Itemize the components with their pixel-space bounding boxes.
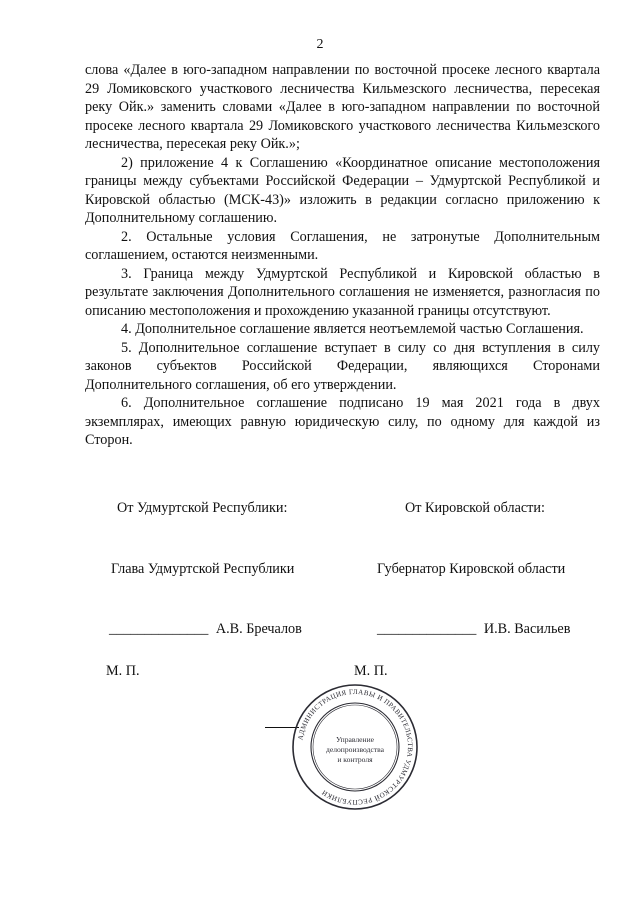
right-stamp-place: М. П. <box>354 663 388 679</box>
paragraph-4: 4. Дополнительное соглашение является неотъемлемой частью Соглашения. <box>121 321 584 337</box>
right-signature-line <box>377 620 570 639</box>
paragraph-2: 2. Остальные условия Соглашения, не затронутые Дополнительным соглашением, остаются неизменными. <box>85 228 600 263</box>
right-position: Губернатор Кировской области <box>377 561 566 577</box>
paragraph-continuation: слова «Далее в юго-западном направлении по восточной просеке лесного квартала 29 Ломиковского участкового лесничества Кильмезского лесничества, пересекая реку Ойк.» заменить словами «Далее в юго-западном направлении по восточной просеке лесного квартала 29 Ломиковского участкового лесничества Кильмезского лесничества, пересекая реку Ойк.»; <box>85 62 600 152</box>
seal-center-line-1: Управление <box>335 735 375 744</box>
seal-center-line-3: и контроля <box>337 755 373 764</box>
left-party-label: От Удмуртской Республики: <box>117 500 288 516</box>
agreement-body <box>85 61 600 450</box>
left-stamp-place: М. П. <box>106 663 140 679</box>
right-signature-blank: ______________ <box>377 621 477 637</box>
right-signatory-name: И.В. Васильев <box>483 621 571 637</box>
seal-outer-text: АДМИНИСТРАЦИЯ ГЛАВЫ И ПРАВИТЕЛЬСТВА УДМУРТСКОЙ РЕСПУБЛИКИ <box>296 687 415 807</box>
paragraph-6: 6. Дополнительное соглашение подписано 19 мая 2021 года в двух экземплярах, имеющих равную юридическую силу, по одному для каждой из Сторон. <box>85 395 600 448</box>
seal-center-line-2: делопроизводства <box>325 745 385 754</box>
paragraph-3: 3. Граница между Удмуртской Республикой и Кировской областью в результате заключения Дополнительного соглашения не изменяется, разногласия по описанию местоположения и прохождению указанной границы отсутствуют. <box>85 265 600 319</box>
left-signature-blank: ______________ <box>109 621 209 637</box>
official-seal-icon <box>290 682 420 812</box>
right-party-label: От Кировской области: <box>405 500 545 516</box>
left-signature-line <box>109 620 302 639</box>
paragraph-5: 5. Дополнительное соглашение вступает в силу со дня вступления в силу законов субъектов Российской Федерации, являющихся Сторонами Дополнительного соглашения, об его утверждении. <box>85 339 600 393</box>
left-position: Глава Удмуртской Республики <box>111 561 295 577</box>
left-signatory-name: А.В. Бречалов <box>215 621 302 637</box>
page-number: 2 <box>316 37 324 52</box>
paragraph-item-2-appendix: 2) приложение 4 к Соглашению «Координатное описание местоположения границы между субъектами Российской Федерации – Удмуртской Республикой и Кировской областью (МСК-43)» изложить в редакции согласно приложению к Дополнительному соглашению. <box>85 154 600 226</box>
